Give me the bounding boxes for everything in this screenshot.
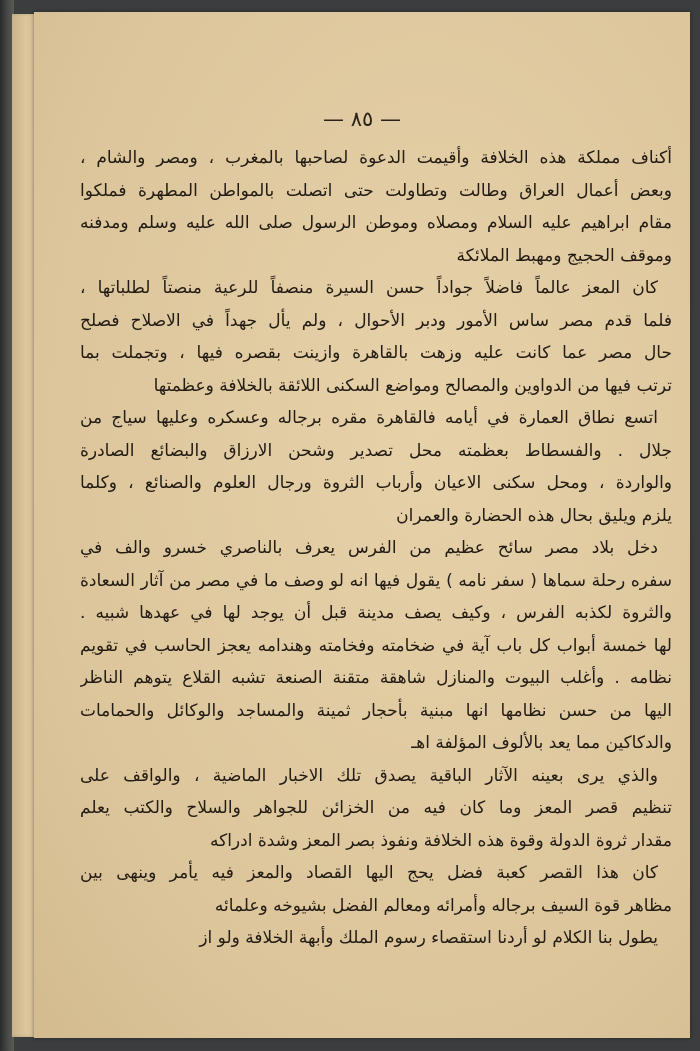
text-line: وموقف الحجيج ومهبط الملائكة — [456, 245, 672, 266]
text-line: حال مصر عما كانت عليه وزهت بالقاهرة وازينت بقصره فيها ، وتجملت بما — [80, 343, 672, 363]
text-line: أكناف مملكة هذه الخلافة وأقيمت الدعوة لصاحبها بالمغرب ، ومصر والشام ، — [80, 148, 672, 168]
text-line: تنظيم قصر المعز وما كان فيه من الخزائن للجواهر والسلاح والكتب يعلم — [80, 798, 672, 818]
paragraph — [80, 760, 672, 858]
text-line: يلزم ويليق بحال هذه الحضارة والعمران — [396, 505, 672, 526]
text-line: والدكاكين مما يعد بالألوف المؤلفة اهـ — [411, 733, 672, 753]
paragraph — [80, 532, 672, 760]
paragraph — [80, 922, 672, 955]
paragraph — [80, 857, 672, 922]
text-line: مقام ابراهيم عليه السلام ومصلاه وموطن الرسول صلى الله عليه وسلم ومدفنه — [80, 213, 672, 233]
text-line: دخل بلاد مصر سائح عظيم من الفرس يعرف بالناصري خسرو والف في — [80, 538, 658, 558]
text-line: لها خمسة أبواب كل باب آية في ضخامته وفخامته وهندامه يعجز الحاسب في تقويم — [80, 635, 672, 656]
text-line: فلما قدم مصر ساس الأمور ودبر الأحوال ، ولم يأل جهداً في الاصلاح فصلح — [80, 310, 672, 331]
text-line: كان هذا القصر كعبة فضل يحج اليها القصاد والمعز فيه يأمر وينهى بين — [80, 863, 658, 883]
text-line: وبعض أعمال العراق وطالت وتطاولت حتى اتصلت بالمواطن المطهرة فملكوا — [80, 180, 672, 201]
paragraph — [80, 142, 672, 272]
text-line: مقدار ثروة الدولة وقوة هذه الخلافة ونفوذ بصر المعز وشدة ادراكه — [209, 830, 672, 851]
text-line: مظاهر قوة السيف برجاله وأمرائه ومعالم الفضل بشيوخه وعلمائه — [214, 895, 672, 916]
page-number: — ٨٥ — — [323, 107, 401, 131]
text-line: سفره رحلة سماها ( سفر نامه ) يقول فيها انه لو وصف ما في مصر من آثار السعادة — [80, 570, 672, 591]
text-line: اتسع نطاق العمارة في أيامه فالقاهرة مقره برجاله وعسكره وعليها سياج من — [80, 408, 658, 428]
text-line: جلال . والفسطاط بعظمته محل تصدير وشحن الارزاق والبضائع الصادرة — [80, 440, 672, 461]
paragraph — [80, 272, 672, 402]
paragraph — [80, 402, 672, 532]
body-text — [80, 142, 672, 955]
text-line: كان المعز عالماً فاضلاً جواداً حسن السيرة منصفاً للرعية منصتاً لطلباتها ، — [80, 278, 658, 298]
book-page — [34, 12, 690, 1038]
text-line: يطول بنا الكلام لو أردنا استقصاء رسوم الملك وأبهة الخلافة ولو از — [199, 928, 658, 948]
text-line: والواردة ، ومحل سكنى الاعيان وأرباب الثروة ورجال العلوم والصنائع ، وكلما — [80, 473, 672, 493]
text-line: والثروة لكذبه الفرس ، وكيف يصف مدينة قبل أن يوجد لها في عهدها شبيه . — [80, 603, 672, 623]
text-line: اليها من حسن نظامها انها مبنية بأحجار ثمينة والمساجد والوكائل والحمامات — [80, 700, 672, 721]
text-line: والذي يرى بعينه الآثار الباقية يصدق تلك الاخبار الماضية ، والواقف على — [80, 765, 658, 786]
text-line: نظامه . وأغلب البيوت والمنازل شاهقة متقنة الصنعة تشبه القلاع يتوهم الناظر — [80, 668, 672, 688]
text-line: ترتب فيها من الدواوين والمصالح ومواضع السكنى اللائقة بالخلافة وعظمتها — [153, 375, 672, 396]
